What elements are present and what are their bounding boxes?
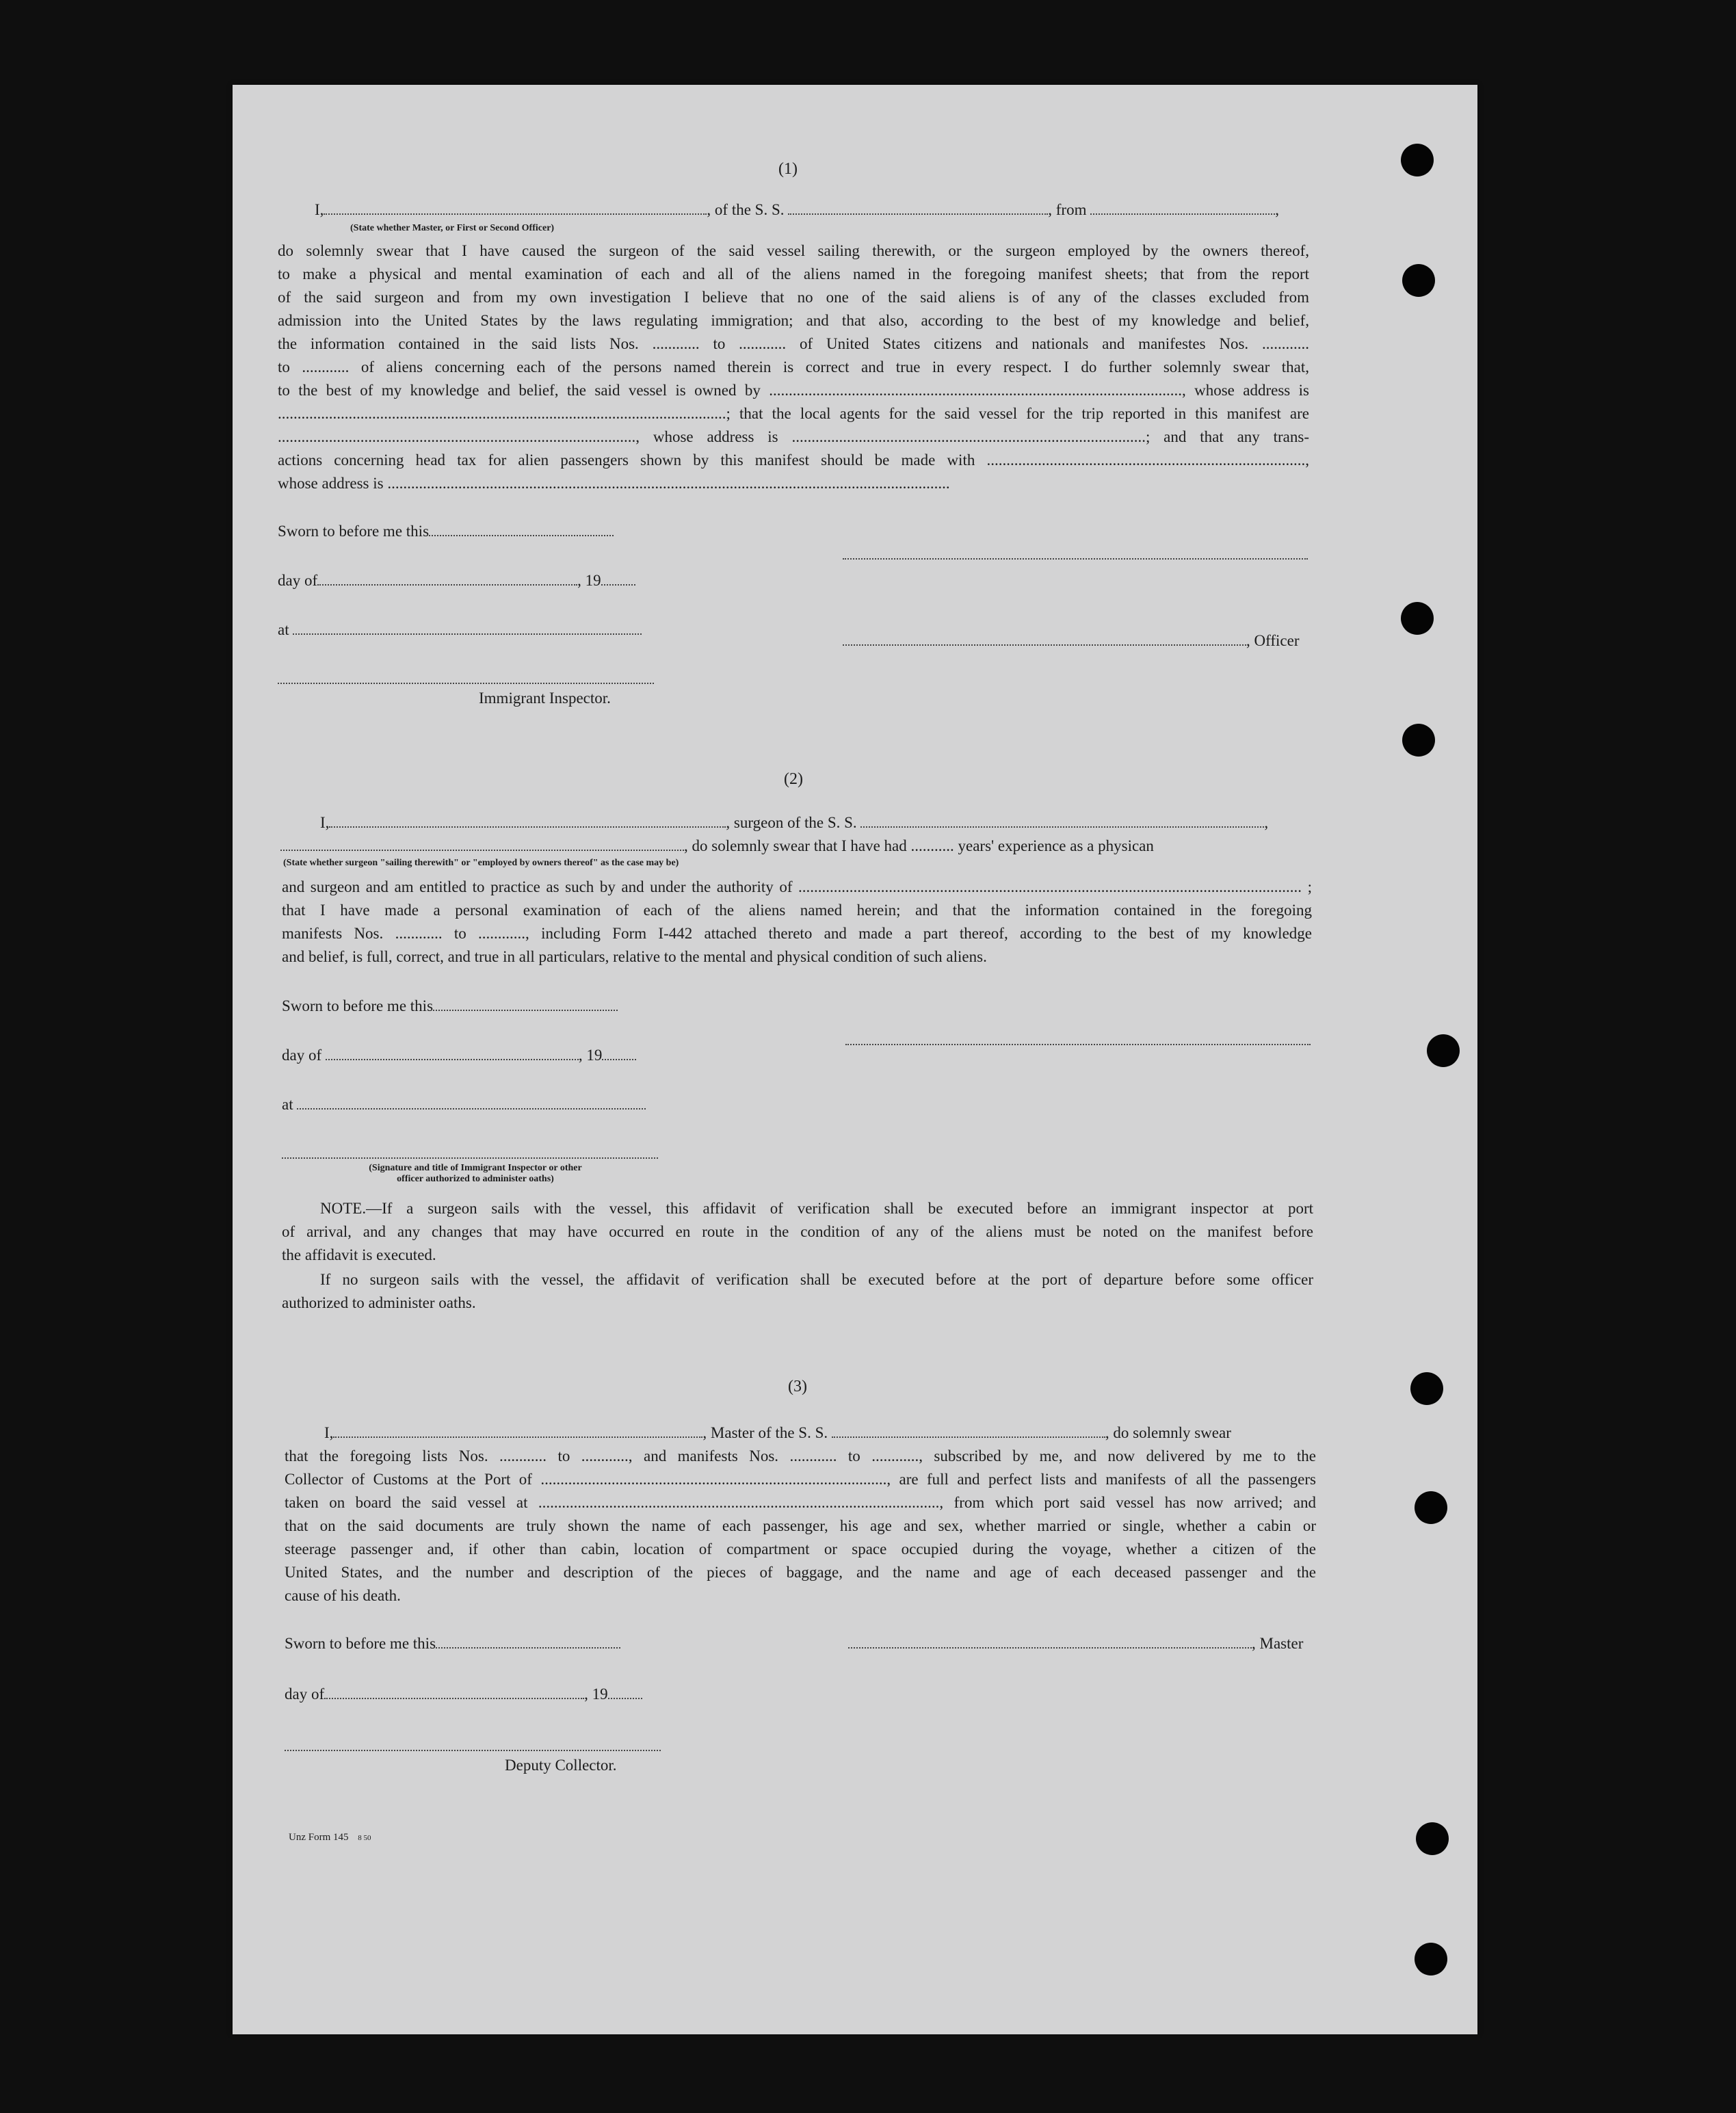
day-of-field[interactable]	[324, 1684, 584, 1699]
surgeon-name-field[interactable]	[329, 813, 726, 828]
section-2-i: I,	[320, 814, 330, 831]
surgeon-status-field[interactable]	[280, 836, 684, 851]
oath-line: cause of his death.	[285, 1587, 401, 1604]
officer-label: , Officer	[1246, 632, 1300, 649]
punch-hole	[1401, 144, 1434, 176]
oath-line: that on the said documents are truly shown the name of each passenger, his age and sex, whether married or single, whether a cabin or	[285, 1517, 1316, 1534]
day-of-label: day of	[285, 1685, 325, 1703]
punch-hole	[1416, 1822, 1449, 1855]
section-1-i: I,	[315, 201, 324, 218]
sworn-line-2	[282, 995, 618, 1018]
swear-label: , do solemnly swear	[1105, 1424, 1231, 1441]
officer-rank-field[interactable]	[324, 200, 707, 215]
oath-line: taken on board the said vessel at ......................................................................................................, from which port said vessel has now arrived; and	[285, 1494, 1316, 1511]
day-of-label: day of	[282, 1047, 322, 1064]
of-ss-label: , of the S. S.	[707, 201, 785, 218]
day-of-field[interactable]	[317, 570, 577, 586]
year-label: , 19	[584, 1685, 608, 1703]
master-signature-line[interactable]	[843, 558, 1308, 560]
section-2-oath-text	[282, 876, 1312, 969]
form-number: Unz Form 145	[289, 1832, 349, 1843]
oath-line: to make a physical and mental examination of each and all of the aliens named in the foregoing manifest sheets; that from the report	[278, 265, 1309, 283]
deputy-collector-label: Deputy Collector.	[505, 1757, 617, 1774]
sworn-label: Sworn to before me this	[278, 523, 430, 540]
master-signature	[848, 1632, 1303, 1655]
oath-line: the information contained in the said lists Nos. ............ to ............ of United States citizens and nationals and manifestes Nos. ............	[278, 335, 1309, 352]
signature-caption-line: (Signature and title of Immigrant Inspector or other	[369, 1163, 582, 1173]
sworn-date-field[interactable]	[436, 1633, 620, 1649]
comma: ,	[1264, 814, 1269, 831]
punch-hole	[1415, 1491, 1447, 1524]
day-of-line-1	[278, 569, 635, 592]
surgeon-of-label: , surgeon of the S. S.	[726, 814, 857, 831]
day-of-label: day of	[278, 572, 318, 589]
sworn-label: Sworn to before me this	[285, 1635, 436, 1652]
at-label: at	[278, 621, 289, 638]
surgeon-ship-field[interactable]	[860, 813, 1264, 828]
section-3-opening-line	[324, 1421, 1231, 1445]
oath-line: ..................................................................................................................; that the local agents for the said vessel for the trip reported in this manifest are	[278, 405, 1309, 422]
master-label: , Master	[1252, 1635, 1304, 1652]
surgeon-signature-line[interactable]	[845, 1044, 1311, 1045]
master-signature-field[interactable]	[848, 1633, 1252, 1649]
section-1-number: (1)	[778, 160, 798, 178]
section-2-number: (2)	[784, 770, 803, 788]
section-1-oath-text	[278, 239, 1309, 495]
sworn-line-3	[285, 1632, 620, 1655]
sworn-date-field[interactable]	[429, 521, 614, 536]
comma: ,	[1275, 201, 1279, 218]
inspector-signature-line[interactable]	[278, 683, 654, 684]
years-experience-text: , do solemnly swear that I have had ........... years' experience as a physican	[684, 837, 1154, 854]
note-line: If no surgeon sails with the vessel, the affidavit of verification shall be executed before at the port of departure before some officer	[320, 1271, 1313, 1288]
ship-name-field[interactable]	[788, 200, 1048, 215]
oath-line: admission into the United States by the laws regulating immigration; and that also, according to the best of my knowledge and belief,	[278, 312, 1309, 329]
oath-line: ..........................................................................................., whose address is ..........................................................................................; and that any trans-	[278, 428, 1309, 445]
section-1-opening-line	[315, 198, 1279, 222]
sworn-label: Sworn to before me this	[282, 997, 434, 1014]
sworn-date-field[interactable]	[433, 996, 618, 1011]
note-line: NOTE.—If a surgeon sails with the vessel, this affidavit of verification shall be executed before an immigrant inspector at port	[320, 1200, 1313, 1217]
note-line: of arrival, and any changes that may have occurred en route in the condition of any of the aliens must be noted on the manifest before	[282, 1223, 1313, 1240]
at-line-2	[282, 1093, 646, 1116]
year-label: , 19	[578, 1047, 603, 1064]
note-line: the affidavit is executed.	[282, 1246, 436, 1263]
at-field[interactable]	[297, 1094, 646, 1110]
punch-hole	[1415, 1943, 1447, 1976]
master-of-label: , Master of the S. S.	[702, 1424, 828, 1441]
day-of-line-2	[282, 1044, 636, 1067]
oath-line: and surgeon and am entitled to practice as such by and under the authority of ................................................................................................................................ ;	[282, 878, 1312, 895]
note-text	[282, 1197, 1313, 1267]
from-label: , from	[1048, 201, 1087, 218]
form-footer	[289, 1832, 371, 1843]
signature-caption	[315, 1163, 636, 1185]
note2-text	[282, 1268, 1313, 1315]
year-field[interactable]	[601, 570, 635, 586]
from-port-field[interactable]	[1090, 200, 1275, 215]
oath-line: to the best of my knowledge and belief, the said vessel is owned by ........................................................................................................., whose address is	[278, 382, 1309, 399]
oath-line: to ............ of aliens concerning each of the persons named therein is correct and true in every respect. I do further solemnly swear that,	[278, 358, 1309, 376]
officer-caption: (State whether Master, or First or Second Officer)	[350, 223, 555, 233]
day-of-line-3	[285, 1683, 642, 1706]
officer-signature	[843, 629, 1299, 653]
section-3-number: (3)	[788, 1378, 807, 1395]
master-name-field[interactable]	[333, 1423, 702, 1438]
form-code: 8 50	[358, 1834, 371, 1842]
year-field[interactable]	[602, 1045, 636, 1060]
punch-hole	[1402, 724, 1435, 757]
oath-line: steerage passenger and, if other than cabin, location of compartment or space occupied during the voyage, whether a citizen of the	[285, 1540, 1316, 1558]
section-2-second-line	[280, 835, 1154, 858]
oath-line: Collector of Customs at the Port of ........................................................................................, are full and perfect lists and manifests of all the passengers	[285, 1471, 1316, 1488]
day-of-field[interactable]	[326, 1045, 579, 1060]
inspector-signature-line-2[interactable]	[282, 1157, 658, 1159]
year-field[interactable]	[608, 1684, 642, 1699]
oath-line: of the said surgeon and from my own investigation I believe that no one of the said aliens is of any of the classes excluded from	[278, 289, 1309, 306]
signature-caption-line: officer authorized to administer oaths)	[397, 1174, 554, 1184]
oath-line: that the foregoing lists Nos. ............ to ............, and manifests Nos. ............ to ............, subscribed by me, and now delivered by me to the	[285, 1447, 1316, 1465]
deputy-signature-line[interactable]	[285, 1750, 661, 1751]
oath-line: United States, and the number and description of the pieces of baggage, and the name and age of each deceased passenger and the	[285, 1564, 1316, 1581]
at-label: at	[282, 1096, 293, 1113]
oath-line: that I have made a personal examination of each of the aliens named herein; and that the information contained in the foregoing	[282, 902, 1312, 919]
form-page	[233, 85, 1477, 2034]
oath-line: actions concerning head tax for alien passengers shown by this manifest should be made with .................................................................................,	[278, 451, 1309, 469]
section-2-opening-line	[320, 811, 1268, 835]
oath-line: do solemnly swear that I have caused the surgeon of the said vessel sailing therewith, or the surgeon employed by the owners thereof,	[278, 242, 1309, 259]
punch-hole	[1410, 1372, 1443, 1405]
immigrant-inspector-label: Immigrant Inspector.	[479, 690, 611, 707]
year-label: , 19	[577, 572, 601, 589]
sworn-line-1	[278, 520, 614, 543]
punch-hole	[1401, 602, 1434, 635]
surgeon-caption: (State whether surgeon "sailing therewith" or "employed by owners thereof" as the case may be)	[283, 858, 679, 868]
section-3-i: I,	[324, 1424, 334, 1441]
at-field[interactable]	[293, 620, 642, 635]
oath-line: whose address is ...............................................................................................................................................	[278, 475, 950, 492]
oath-line: manifests Nos. ............ to ............, including Form I-442 attached thereto and made a part thereof, according to the best of my knowledge	[282, 925, 1312, 942]
officer-signature-field[interactable]	[843, 631, 1246, 646]
oath-line: and belief, is full, correct, and true in all particulars, relative to the mental and physical condition of such aliens.	[282, 948, 987, 965]
section-3-oath-text	[285, 1445, 1316, 1607]
at-line-1	[278, 618, 642, 642]
note-line: authorized to administer oaths.	[282, 1294, 476, 1311]
punch-hole	[1427, 1034, 1460, 1067]
punch-hole	[1402, 264, 1435, 297]
master-ship-field[interactable]	[832, 1423, 1105, 1438]
